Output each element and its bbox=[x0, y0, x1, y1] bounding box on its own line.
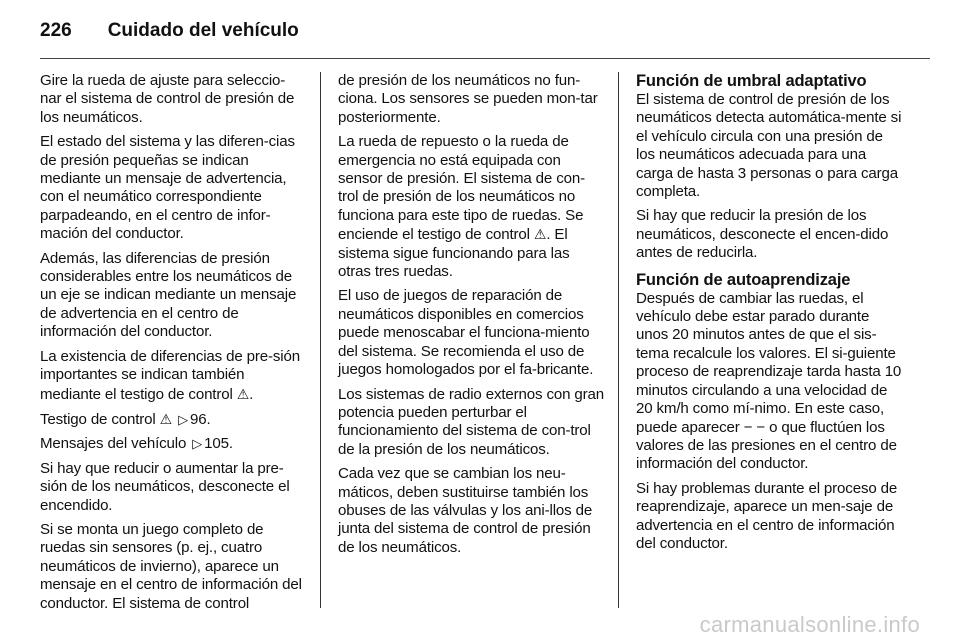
watermark: carmanualsonline.info bbox=[699, 612, 920, 637]
see-reference-arrow-icon: ▷ bbox=[178, 411, 188, 427]
paragraph: Gire la rueda de ajuste para seleccio-nar el sistema de control de presión de los neumáticos. bbox=[40, 72, 295, 126]
paragraph bbox=[338, 133, 604, 281]
paragraph-text: o que fluctúen los valores de las presiones en el centro de información del conductor. bbox=[636, 418, 897, 473]
tire-pressure-warning-icon: ⚠ bbox=[533, 226, 547, 243]
column-2 bbox=[338, 72, 604, 563]
paragraph-text: La existencia de diferencias de pre-sión importantes se indican también mediante el testigo de control bbox=[40, 347, 300, 403]
section-heading: Función de umbral adaptativo bbox=[636, 72, 867, 90]
paragraph-text: . bbox=[249, 385, 254, 403]
paragraph-text: Después de cambiar las ruedas, el vehículo debe estar parado durante unos 20 minutos antes de que el sis-tema recalcule los valores. El si-guiente proceso de reaprendizaje tarda hasta 10 minutos circulando a una velocidad de 20 km/h como mí-nimo. En este caso, puede aparecer bbox=[636, 289, 902, 436]
paragraph bbox=[40, 435, 306, 453]
page-title: Cuidado del vehículo bbox=[107, 20, 299, 41]
column-divider-2 bbox=[618, 72, 619, 608]
tire-pressure-warning-icon: ⚠ bbox=[236, 385, 250, 402]
paragraph: Si se monta un juego completo de ruedas sin sensores (p. ej., cuatro neumáticos de invierno), aparece un mensaje en el centro de información del conductor. El sistema de control bbox=[40, 520, 302, 612]
dash-placeholder-symbol: − − bbox=[743, 418, 766, 436]
paragraph-text: La rueda de repuesto o la rueda de emergencia no está equipada con sensor de presión. El sistema de con-trol de presión de los neumáticos no funciona para este tipo de ruedas. Se enciende el testigo de control bbox=[338, 133, 585, 244]
paragraph: El estado del sistema y las diferen-cias de presión pequeñas se indican mediante un mensaje de advertencia, con el neumático correspondiente parpadeando, en el centro de infor-mación del conductor. bbox=[40, 133, 295, 243]
paragraph bbox=[40, 410, 306, 429]
column-3 bbox=[636, 72, 902, 559]
column-divider-1 bbox=[320, 72, 321, 608]
section-heading: Función de autoaprendizaje bbox=[636, 270, 851, 289]
paragraph: El sistema de control de presión de los neumáticos detecta automática-mente si el vehículo circula con una presión de los neumáticos adecuada para una carga de hasta 3 personas o para carga completa. bbox=[636, 91, 902, 201]
paragraph: El uso de juegos de reparación de neumáticos disponibles en comercios puede menoscabar el funciona-miento del sistema. Se recomienda el uso de juegos homologados por el fa-bricante. bbox=[338, 287, 594, 379]
paragraph: Si hay problemas durante el proceso de reaprendizaje, aparece un men-saje de advertencia en el centro de información del conductor. bbox=[636, 479, 898, 552]
paragraph-text: . El sistema sigue funcionando para las otras tres ruedas. bbox=[338, 226, 570, 281]
page-header bbox=[40, 20, 920, 54]
page-reference: 105. bbox=[204, 435, 233, 453]
column-1 bbox=[40, 72, 306, 619]
paragraph bbox=[636, 290, 902, 474]
paragraph: de presión de los neumáticos no fun-ciona. Los sensores se pueden mon-tar posteriormente. bbox=[338, 72, 598, 126]
paragraph: Cada vez que se cambian los neu-máticos, deben sustituirse también los obuses de las válvulas y los ani-llos de junta del sistema de control de presión de los neumáticos. bbox=[338, 465, 593, 556]
see-reference-arrow-icon: ▷ bbox=[192, 436, 203, 452]
page-number: 226 bbox=[40, 20, 72, 41]
header-divider bbox=[40, 58, 930, 59]
paragraph: Si hay que reducir o aumentar la pre-sión de los neumáticos, desconecte el encendido. bbox=[40, 459, 290, 514]
paragraph: Si hay que reducir la presión de los neumáticos, desconecte el encen-dido antes de reducirla. bbox=[636, 207, 889, 262]
page-reference: 96. bbox=[189, 410, 211, 428]
paragraph-text: Mensajes del vehículo bbox=[40, 435, 187, 453]
paragraph: Además, las diferencias de presión considerables entre los neumáticos de un eje se indican mediante un mensaje de advertencia en el centro de información del conductor. bbox=[40, 249, 297, 341]
paragraph-text: Testigo de control bbox=[40, 410, 156, 428]
paragraph: Los sistemas de radio externos con gran potencia pueden perturbar el funcionamiento del sistema de con-trol de la presión de los neumáticos. bbox=[338, 385, 604, 458]
tire-pressure-warning-icon: ⚠ bbox=[159, 410, 173, 427]
paragraph bbox=[40, 348, 306, 404]
